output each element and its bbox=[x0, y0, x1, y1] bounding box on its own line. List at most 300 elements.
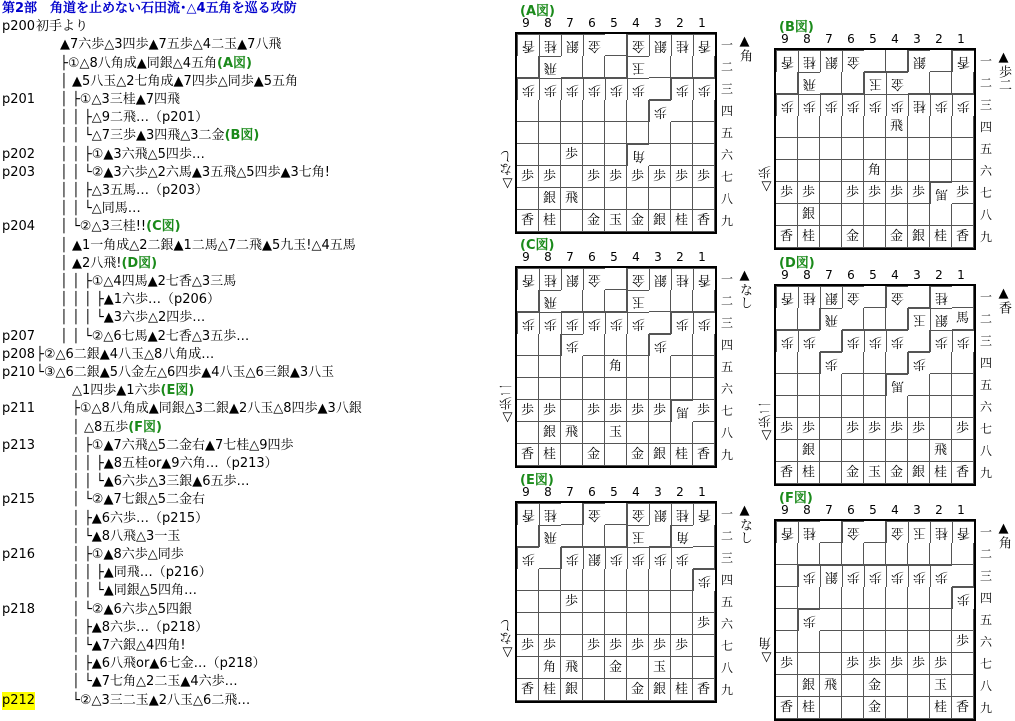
board-label: (E図) bbox=[520, 473, 554, 488]
sente-piece: 歩 bbox=[952, 418, 974, 440]
empty-square bbox=[820, 653, 842, 675]
empty-square bbox=[671, 100, 693, 122]
gote-piece: 銀 bbox=[820, 50, 842, 72]
column-label: 7 bbox=[825, 32, 833, 46]
sente-piece: 歩 bbox=[561, 144, 583, 166]
empty-square bbox=[693, 657, 715, 679]
column-label: 7 bbox=[825, 503, 833, 517]
empty-square bbox=[649, 356, 671, 378]
gote-piece: 歩 bbox=[864, 565, 886, 587]
sente-piece: 馬 bbox=[952, 308, 974, 330]
sente-piece: 桂 bbox=[671, 210, 693, 232]
move-sequence: └②△3三二玉▲2八玉△6二飛… bbox=[72, 692, 251, 708]
tree-line bbox=[0, 473, 500, 491]
empty-square bbox=[908, 631, 930, 653]
sente-piece: 歩 bbox=[649, 400, 671, 422]
sente-piece: 歩 bbox=[908, 182, 930, 204]
sente-piece: 歩 bbox=[671, 166, 693, 188]
empty-square bbox=[693, 547, 715, 569]
tree-line bbox=[0, 55, 500, 73]
empty-square bbox=[908, 587, 930, 609]
sente-piece: 桂 bbox=[798, 462, 820, 484]
board-grid bbox=[515, 501, 717, 703]
empty-square bbox=[605, 34, 627, 56]
empty-square bbox=[627, 591, 649, 613]
sente-piece: 角 bbox=[605, 356, 627, 378]
tree-line bbox=[0, 328, 500, 346]
move-sequence: ├②△6二銀▲4八玉△8八角成… bbox=[36, 346, 215, 362]
sente-piece: 飛 bbox=[820, 675, 842, 697]
move-sequence: │ │ │ └▲3六歩△2四歩… bbox=[60, 310, 206, 326]
column-label: 8 bbox=[544, 250, 552, 264]
page-ref: p204 bbox=[2, 219, 36, 235]
row-label: 五 bbox=[979, 613, 992, 627]
row-label: 二 bbox=[720, 294, 733, 308]
move-sequence: ├①△8八角成▲同銀△3二銀▲2八玉△8四歩▲3八銀 bbox=[72, 401, 362, 417]
empty-square bbox=[952, 116, 974, 138]
move-sequence: │ │ ├▲8五桂or▲9六角…（p213） bbox=[72, 456, 278, 471]
empty-square bbox=[693, 356, 715, 378]
sente-piece: 銀 bbox=[539, 422, 561, 444]
empty-square bbox=[671, 144, 693, 166]
move-sequence: │ ├▲6六歩…（p215） bbox=[72, 510, 209, 526]
move-sequence: │ │ └②△6七馬▲2七香△3五歩… bbox=[60, 328, 250, 344]
empty-square bbox=[842, 587, 864, 609]
row-label: 七 bbox=[720, 639, 733, 653]
tree-line bbox=[0, 73, 500, 91]
empty-square bbox=[539, 547, 561, 569]
empty-square bbox=[776, 160, 798, 182]
empty-square bbox=[561, 56, 583, 78]
gote-piece: 飛 bbox=[539, 56, 561, 78]
empty-square bbox=[517, 356, 539, 378]
row-label: 六 bbox=[979, 400, 992, 414]
empty-square bbox=[539, 378, 561, 400]
empty-square bbox=[908, 543, 930, 565]
sente-piece: 桂 bbox=[539, 210, 561, 232]
sente-piece: 玉 bbox=[864, 462, 886, 484]
sente-piece: 銀 bbox=[649, 210, 671, 232]
empty-square bbox=[886, 543, 908, 565]
gote-piece: 飛 bbox=[820, 308, 842, 330]
empty-square bbox=[842, 543, 864, 565]
move-sequence: │ └②△3三桂!!(C図) bbox=[60, 219, 181, 235]
gote-piece: 歩 bbox=[952, 587, 974, 609]
empty-square bbox=[539, 356, 561, 378]
empty-square bbox=[798, 352, 820, 374]
empty-square bbox=[776, 440, 798, 462]
diagram-ref: (B図) bbox=[224, 128, 260, 144]
column-label: 3 bbox=[913, 268, 921, 282]
empty-square bbox=[886, 609, 908, 631]
empty-square bbox=[561, 378, 583, 400]
empty-square bbox=[693, 422, 715, 444]
sente-piece: 飛 bbox=[930, 440, 952, 462]
sente-piece: 銀 bbox=[561, 679, 583, 701]
empty-square bbox=[693, 334, 715, 356]
gote-piece: 歩 bbox=[864, 330, 886, 352]
tree-line bbox=[0, 491, 500, 509]
column-label: 9 bbox=[781, 503, 789, 517]
empty-square bbox=[820, 440, 842, 462]
gote-piece: 桂 bbox=[930, 286, 952, 308]
gote-piece: 銀 bbox=[649, 268, 671, 290]
gote-piece: 銀 bbox=[930, 308, 952, 330]
sente-piece: 歩 bbox=[864, 418, 886, 440]
gote-piece: 桂 bbox=[908, 94, 930, 116]
empty-square bbox=[649, 188, 671, 210]
gote-piece: 金 bbox=[627, 34, 649, 56]
empty-square bbox=[908, 396, 930, 418]
empty-square bbox=[693, 144, 715, 166]
empty-square bbox=[798, 396, 820, 418]
gote-piece: 歩 bbox=[649, 547, 671, 569]
sente-piece: 金 bbox=[864, 675, 886, 697]
row-label: 八 bbox=[979, 208, 992, 222]
empty-square bbox=[952, 72, 974, 94]
sente-piece: 歩 bbox=[908, 653, 930, 675]
variation-tree bbox=[0, 0, 500, 721]
page-ref: p203 bbox=[2, 164, 36, 180]
gote-piece: 金 bbox=[583, 503, 605, 525]
empty-square bbox=[864, 631, 886, 653]
sente-piece: 歩 bbox=[798, 182, 820, 204]
sente-piece: 歩 bbox=[649, 635, 671, 657]
board-label: (A図) bbox=[520, 4, 555, 19]
empty-square bbox=[583, 378, 605, 400]
column-label: 6 bbox=[847, 503, 855, 517]
row-label: 一 bbox=[720, 38, 733, 52]
column-label: 2 bbox=[676, 250, 684, 264]
sente-piece: 香 bbox=[517, 679, 539, 701]
empty-square bbox=[776, 396, 798, 418]
gote-piece: 金 bbox=[842, 50, 864, 72]
sente-piece: 歩 bbox=[649, 166, 671, 188]
sente-piece: 歩 bbox=[886, 418, 908, 440]
tree-line bbox=[0, 146, 500, 164]
empty-square bbox=[820, 631, 842, 653]
empty-square bbox=[605, 569, 627, 591]
gote-piece: 馬 bbox=[671, 400, 693, 422]
gote-piece: 桂 bbox=[671, 503, 693, 525]
gote-piece: 歩 bbox=[605, 78, 627, 100]
gote-piece: 歩 bbox=[930, 330, 952, 352]
empty-square bbox=[842, 609, 864, 631]
row-label: 五 bbox=[720, 126, 733, 140]
tree-line bbox=[0, 237, 500, 255]
tree-line bbox=[0, 582, 500, 600]
sente-piece: 金 bbox=[864, 697, 886, 719]
row-label: 一 bbox=[720, 272, 733, 286]
empty-square bbox=[864, 609, 886, 631]
row-label: 六 bbox=[720, 617, 733, 631]
empty-square bbox=[605, 334, 627, 356]
row-label: 四 bbox=[979, 120, 992, 134]
gote-piece: 香 bbox=[952, 521, 974, 543]
sente-piece: 桂 bbox=[930, 226, 952, 248]
empty-square bbox=[583, 122, 605, 144]
sente-piece: 角 bbox=[539, 657, 561, 679]
empty-square bbox=[930, 138, 952, 160]
empty-square bbox=[798, 138, 820, 160]
gote-piece: 歩 bbox=[886, 565, 908, 587]
gote-piece: 飛 bbox=[539, 290, 561, 312]
tree-line bbox=[0, 346, 500, 364]
column-label: 7 bbox=[566, 16, 574, 30]
sente-piece: 桂 bbox=[671, 679, 693, 701]
gote-piece: 桂 bbox=[930, 521, 952, 543]
sente-piece: 歩 bbox=[583, 635, 605, 657]
empty-square bbox=[952, 565, 974, 587]
gote-piece: 金 bbox=[627, 268, 649, 290]
empty-square bbox=[930, 396, 952, 418]
empty-square bbox=[908, 697, 930, 719]
column-label: 2 bbox=[676, 16, 684, 30]
gote-piece: 歩 bbox=[693, 78, 715, 100]
empty-square bbox=[517, 122, 539, 144]
empty-square bbox=[517, 144, 539, 166]
empty-square bbox=[886, 631, 908, 653]
empty-square bbox=[517, 525, 539, 547]
page-ref: p200 bbox=[2, 19, 36, 35]
column-label: 6 bbox=[588, 16, 596, 30]
board-grid bbox=[774, 284, 976, 486]
row-label: 五 bbox=[979, 378, 992, 392]
empty-square bbox=[776, 609, 798, 631]
gote-piece: 歩 bbox=[561, 547, 583, 569]
move-sequence: │ │ ├▲同飛…（p216） bbox=[72, 565, 212, 581]
sente-piece: 歩 bbox=[952, 182, 974, 204]
sente-piece: 銀 bbox=[798, 440, 820, 462]
empty-square bbox=[820, 182, 842, 204]
sente-piece: 歩 bbox=[842, 182, 864, 204]
empty-square bbox=[627, 188, 649, 210]
row-label: 六 bbox=[720, 148, 733, 162]
empty-square bbox=[842, 308, 864, 330]
sente-piece: 歩 bbox=[842, 418, 864, 440]
sente-piece: 歩 bbox=[693, 613, 715, 635]
row-label: 六 bbox=[979, 164, 992, 178]
empty-square bbox=[842, 72, 864, 94]
move-sequence: │ │ ├△3五馬…（p203） bbox=[60, 183, 209, 198]
empty-square bbox=[583, 56, 605, 78]
empty-square bbox=[842, 160, 864, 182]
board-grid bbox=[515, 266, 717, 468]
sente-hand: ▲なし bbox=[737, 268, 752, 309]
empty-square bbox=[627, 613, 649, 635]
row-label: 三 bbox=[720, 551, 733, 565]
sente-piece: 歩 bbox=[605, 635, 627, 657]
row-label: 七 bbox=[720, 170, 733, 184]
empty-square bbox=[693, 591, 715, 613]
board-grid bbox=[515, 32, 717, 234]
gote-piece: 桂 bbox=[671, 34, 693, 56]
column-label: 2 bbox=[935, 268, 943, 282]
empty-square bbox=[886, 160, 908, 182]
sente-piece: 歩 bbox=[517, 635, 539, 657]
gote-piece: 銀 bbox=[908, 50, 930, 72]
column-label: 4 bbox=[891, 32, 899, 46]
row-label: 六 bbox=[720, 382, 733, 396]
row-label: 四 bbox=[720, 338, 733, 352]
empty-square bbox=[627, 422, 649, 444]
sente-hand: ▲歩二 bbox=[996, 50, 1011, 91]
move-sequence: │ ▲2八飛!(D図) bbox=[60, 255, 158, 271]
empty-square bbox=[539, 591, 561, 613]
empty-square bbox=[605, 613, 627, 635]
gote-piece: 歩 bbox=[864, 94, 886, 116]
empty-square bbox=[864, 521, 886, 543]
row-label: 三 bbox=[720, 82, 733, 96]
gote-piece: 歩 bbox=[930, 94, 952, 116]
empty-square bbox=[952, 286, 974, 308]
row-label: 八 bbox=[720, 661, 733, 675]
empty-square bbox=[952, 138, 974, 160]
empty-square bbox=[952, 374, 974, 396]
empty-square bbox=[649, 122, 671, 144]
empty-square bbox=[776, 675, 798, 697]
sente-piece: 金 bbox=[627, 679, 649, 701]
move-sequence: │ │ ├①▲3六飛△5四歩… bbox=[60, 146, 205, 162]
sente-piece: 香 bbox=[952, 226, 974, 248]
row-label: 八 bbox=[979, 444, 992, 458]
row-label: 八 bbox=[720, 426, 733, 440]
empty-square bbox=[820, 697, 842, 719]
gote-piece: 歩 bbox=[820, 94, 842, 116]
column-label: 2 bbox=[935, 32, 943, 46]
gote-piece: 銀 bbox=[649, 503, 671, 525]
gote-piece: 歩 bbox=[842, 94, 864, 116]
empty-square bbox=[820, 374, 842, 396]
tree-line bbox=[0, 673, 500, 691]
column-label: 1 bbox=[698, 485, 706, 499]
sente-piece: 香 bbox=[693, 210, 715, 232]
diagram-ref: (A図) bbox=[217, 55, 252, 71]
gote-piece: 玉 bbox=[627, 56, 649, 78]
move-sequence: │ │ │ ├▲1六歩…（p206） bbox=[60, 292, 221, 308]
empty-square bbox=[776, 631, 798, 653]
gote-piece: 歩 bbox=[798, 609, 820, 631]
empty-square bbox=[539, 100, 561, 122]
empty-square bbox=[820, 521, 842, 543]
empty-square bbox=[886, 675, 908, 697]
empty-square bbox=[671, 122, 693, 144]
row-label: 九 bbox=[979, 466, 992, 480]
empty-square bbox=[930, 587, 952, 609]
sente-piece: 金 bbox=[605, 657, 627, 679]
empty-square bbox=[517, 378, 539, 400]
gote-piece: 玉 bbox=[908, 308, 930, 330]
empty-square bbox=[605, 679, 627, 701]
empty-square bbox=[583, 569, 605, 591]
row-label: 五 bbox=[979, 142, 992, 156]
sente-piece: 玉 bbox=[605, 210, 627, 232]
gote-piece: 銀 bbox=[561, 268, 583, 290]
empty-square bbox=[820, 226, 842, 248]
empty-square bbox=[820, 204, 842, 226]
empty-square bbox=[605, 503, 627, 525]
empty-square bbox=[517, 188, 539, 210]
gote-hand: △角 bbox=[759, 637, 774, 665]
page-ref: p201 bbox=[2, 92, 36, 107]
gote-piece: 歩 bbox=[952, 94, 974, 116]
empty-square bbox=[842, 204, 864, 226]
sente-piece: 香 bbox=[693, 679, 715, 701]
gote-piece: 歩 bbox=[776, 330, 798, 352]
empty-square bbox=[649, 56, 671, 78]
gote-piece: 香 bbox=[693, 268, 715, 290]
gote-piece: 金 bbox=[842, 286, 864, 308]
column-label: 9 bbox=[522, 250, 530, 264]
sente-piece: 歩 bbox=[776, 182, 798, 204]
column-label: 8 bbox=[803, 503, 811, 517]
column-label: 4 bbox=[632, 16, 640, 30]
gote-piece: 歩 bbox=[627, 78, 649, 100]
empty-square bbox=[842, 396, 864, 418]
empty-square bbox=[539, 122, 561, 144]
gote-piece: 桂 bbox=[798, 521, 820, 543]
gote-piece: 銀 bbox=[649, 34, 671, 56]
sente-piece: 香 bbox=[952, 697, 974, 719]
empty-square bbox=[930, 352, 952, 374]
column-label: 3 bbox=[654, 16, 662, 30]
board-grid bbox=[774, 48, 976, 250]
empty-square bbox=[798, 587, 820, 609]
column-label: 7 bbox=[825, 268, 833, 282]
sente-piece: 銀 bbox=[908, 462, 930, 484]
empty-square bbox=[842, 697, 864, 719]
row-label: 四 bbox=[720, 573, 733, 587]
empty-square bbox=[776, 374, 798, 396]
empty-square bbox=[671, 356, 693, 378]
empty-square bbox=[930, 160, 952, 182]
empty-square bbox=[930, 374, 952, 396]
column-label: 1 bbox=[957, 268, 965, 282]
sente-piece: 香 bbox=[693, 444, 715, 466]
empty-square bbox=[627, 122, 649, 144]
empty-square bbox=[952, 396, 974, 418]
gote-piece: 香 bbox=[693, 34, 715, 56]
tree-line bbox=[0, 437, 500, 455]
sente-piece: 金 bbox=[583, 444, 605, 466]
empty-square bbox=[776, 543, 798, 565]
empty-square bbox=[798, 374, 820, 396]
tree-line bbox=[0, 528, 500, 546]
gote-piece: 玉 bbox=[627, 290, 649, 312]
empty-square bbox=[864, 543, 886, 565]
move-sequence: │ │ ├△9二飛…（p201） bbox=[60, 110, 209, 126]
tree-line bbox=[0, 0, 500, 18]
empty-square bbox=[820, 396, 842, 418]
tree-line bbox=[0, 273, 500, 291]
column-label: 4 bbox=[632, 250, 640, 264]
gote-piece: 桂 bbox=[539, 268, 561, 290]
row-label: 九 bbox=[979, 701, 992, 715]
sente-piece: 香 bbox=[517, 210, 539, 232]
column-label: 5 bbox=[610, 485, 618, 499]
sente-piece: 歩 bbox=[693, 400, 715, 422]
empty-square bbox=[649, 613, 671, 635]
empty-square bbox=[864, 374, 886, 396]
empty-square bbox=[605, 444, 627, 466]
empty-square bbox=[820, 138, 842, 160]
column-label: 6 bbox=[588, 250, 596, 264]
empty-square bbox=[930, 543, 952, 565]
tree-line bbox=[0, 218, 500, 236]
empty-square bbox=[583, 679, 605, 701]
empty-square bbox=[798, 308, 820, 330]
empty-square bbox=[842, 116, 864, 138]
